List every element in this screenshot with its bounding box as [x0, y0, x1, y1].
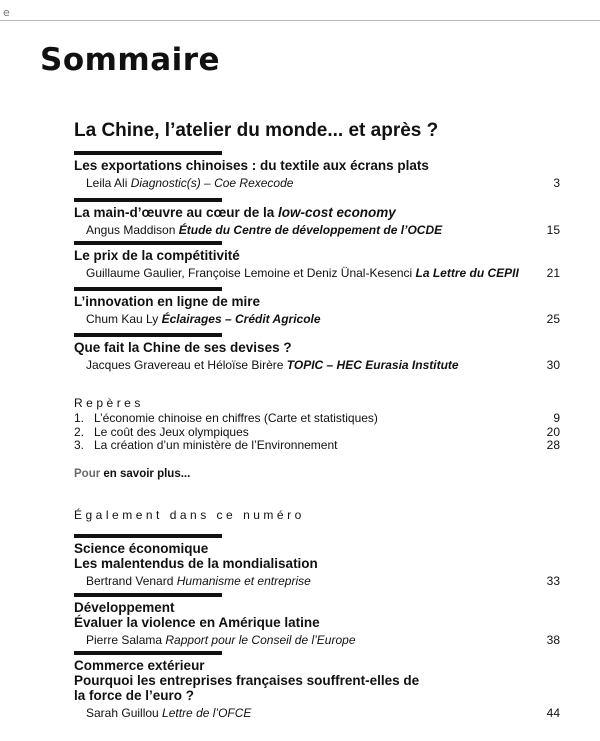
page-number: 30: [546, 358, 560, 372]
article-byline: [74, 266, 560, 280]
extra-entry: [74, 534, 560, 588]
extra-category: Développement: [74, 600, 175, 615]
article-title: Le prix de la compétitivité: [74, 248, 240, 263]
extra-source: Lettre de l’OFCE: [162, 706, 252, 720]
extra-title: Pourquoi les entreprises françaises souffrent-elles de la force de l’euro ?: [74, 673, 420, 703]
article-title: L’innovation en ligne de mire: [74, 294, 261, 309]
extra-byline: [74, 633, 560, 647]
article-entry: [74, 198, 560, 237]
extra-title: Évaluer la violence en Amérique latine: [74, 615, 320, 630]
page-number: 28: [546, 438, 560, 452]
article-byline: [74, 223, 560, 237]
article-source: Étude du Centre de développement de l’OCDE: [178, 223, 443, 237]
extra-source: Rapport pour le Conseil de l’Europe: [165, 633, 356, 647]
article-source: TOPIC – HEC Eurasia Institute: [286, 358, 459, 372]
extra-entry: [74, 593, 560, 647]
pour-en-savoir-plus: Pour en savoir plus...: [74, 468, 191, 480]
reperes-item: 3. La création d’un ministère de l’Environnement 28: [74, 438, 560, 452]
article-title: Que fait la Chine de ses devises ?: [74, 340, 292, 355]
extra-source: Humanisme et entreprise: [176, 574, 311, 588]
section-bar: [74, 198, 222, 202]
article-author: Chum Kau Ly: [86, 312, 162, 326]
page-number: 38: [546, 633, 560, 647]
article-author: Angus Maddison: [86, 223, 179, 237]
article-author: Guillaume Gaulier, Françoise Lemoine et Deniz Ünal-Kesenci: [86, 266, 416, 280]
extra-author: Bertrand Venard: [86, 574, 177, 588]
section-bar: [74, 534, 222, 538]
dossier-title: La Chine, l’atelier du monde... et après ?: [74, 120, 439, 141]
page-number: 20: [546, 424, 560, 439]
extra-category: Commerce extérieur: [74, 658, 205, 673]
section-bar: [74, 151, 222, 155]
extra-category: Science économique: [74, 541, 209, 556]
article-source: Éclairages – Crédit Agricole: [161, 312, 321, 326]
reperes-list: [74, 412, 560, 453]
article-entry: [74, 287, 560, 326]
section-bar: [74, 593, 222, 597]
top-rule: [0, 20, 600, 21]
page-number: 9: [553, 411, 560, 425]
section-bar: [74, 287, 222, 291]
article-byline: [74, 176, 560, 190]
extra-title: Les malentendus de la mondialisation: [74, 556, 318, 571]
extra-entry: [74, 651, 560, 720]
page-number: 33: [546, 574, 560, 588]
section-bar: [74, 333, 222, 337]
page-number: 44: [546, 706, 560, 720]
article-author: Jacques Gravereau et Héloïse Birère: [86, 358, 287, 372]
reperes-heading: Repères: [74, 396, 144, 410]
article-entry: [74, 151, 560, 190]
reperes-item: 1. L’économie chinoise en chiffres (Carte et statistiques) 9: [74, 411, 560, 425]
extra-byline: [74, 706, 560, 720]
article-entry: [74, 241, 560, 280]
extra-author: Pierre Salama: [86, 633, 166, 647]
page-title: Sommaire: [40, 42, 221, 78]
extra-byline: [74, 574, 560, 588]
article-source: Diagnostic(s) – Coe Rexecode: [130, 176, 294, 190]
page-number: 15: [546, 223, 560, 237]
article-byline: [74, 312, 560, 326]
section-bar: [74, 241, 222, 245]
article-author: Leila Ali: [86, 176, 131, 190]
reperes-item: 2. Le coût des Jeux olympiques 20: [74, 424, 560, 439]
corner-letter: e: [3, 6, 10, 19]
egalement-heading: Également dans ce numéro: [74, 508, 305, 522]
page-number: 25: [546, 312, 560, 326]
article-source: La Lettre du CEPII: [415, 266, 519, 280]
page-number: 3: [553, 176, 560, 190]
article-byline: [74, 358, 560, 372]
article-title: Les exportations chinoises : du textile aux écrans plats: [74, 158, 429, 173]
article-entry: [74, 333, 560, 372]
section-bar: [74, 651, 222, 655]
page-number: 21: [546, 266, 560, 280]
extra-author: Sarah Guillou: [86, 706, 163, 720]
article-title: La main-d’œuvre au cœur de la low-cost economy: [74, 205, 396, 220]
